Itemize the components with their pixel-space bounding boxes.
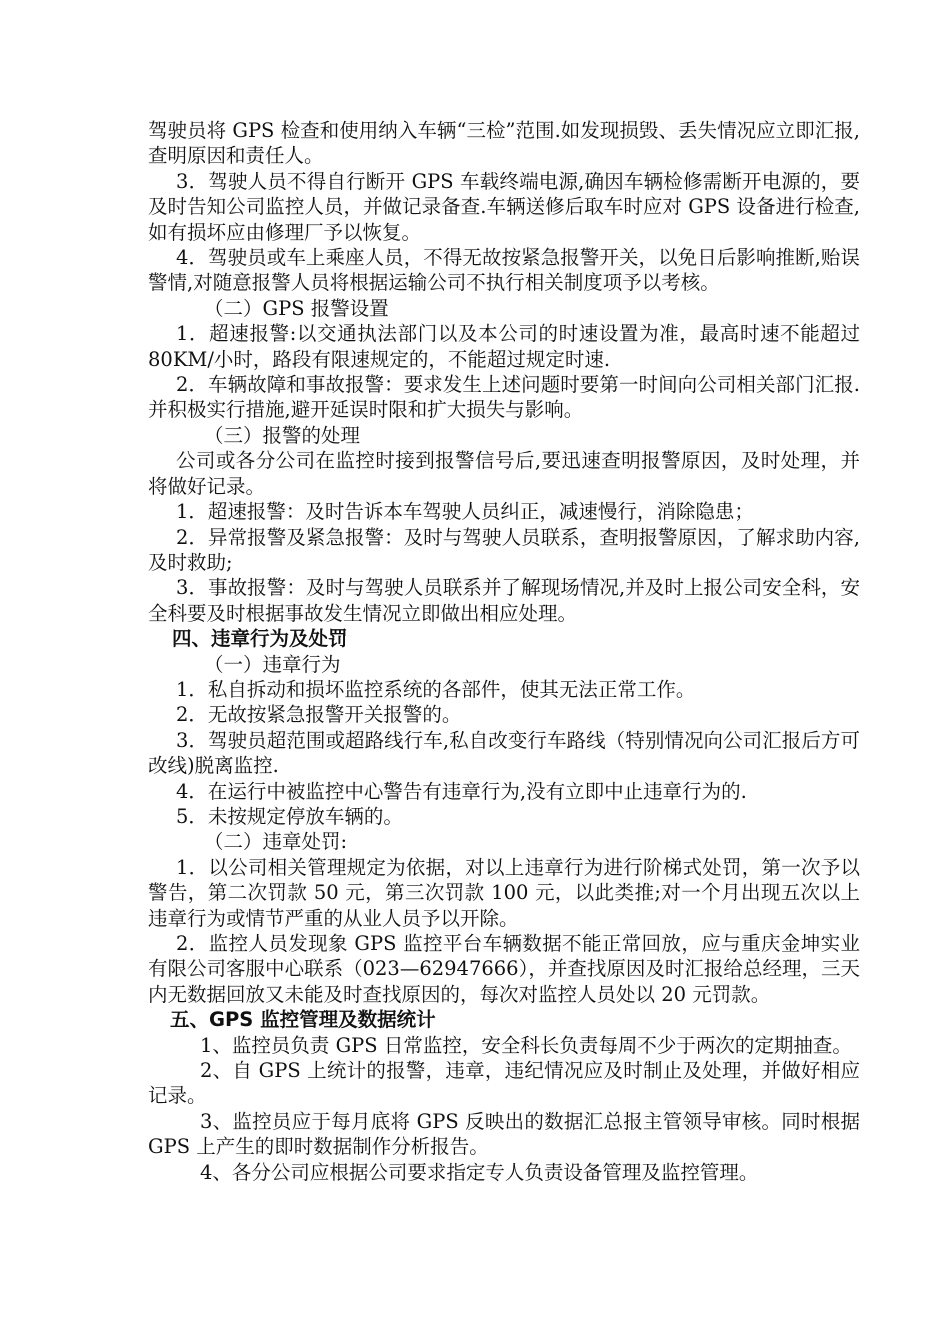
paragraph: 驾驶员将 GPS 检查和使用纳入车辆“三检”范围.如发现损毁、丢失情况应立即汇报,查明原因和责任人。 — [148, 119, 860, 168]
paragraph: 3．事故报警：及时与驾驶人员联系并了解现场情况,并及时上报公司安全科，安全科要及时根据事故发生情况立即做出相应处理。 — [148, 576, 860, 625]
paragraph: 1、监控员负责 GPS 日常监控，安全科长负责每周不少于两次的定期抽查。 — [200, 1033, 852, 1057]
section-subheading: （二）GPS 报警设置 — [204, 296, 389, 320]
paragraph: 公司或各分公司在监控时接到报警信号后,要迅速查明报警原因，及时处理，并将做好记录。 — [148, 449, 860, 498]
section-subheading: （三）报警的处理 — [204, 423, 361, 447]
section-subheading: （一）违章行为 — [204, 652, 341, 676]
paragraph: 2．异常报警及紧急报警：及时与驾驶人员联系，查明报警原因，了解求助内容,及时救助; — [148, 525, 860, 574]
section-subheading: （二）违章处罚: — [204, 830, 348, 854]
paragraph: 3．驾驶人员不得自行断开 GPS 车载终端电源,确因车辆检修需断开电源的，要及时告知公司监控人员，并做记录备查.车辆送修后取车时应对 GPS 设备进行检查,如有损坏应由修理厂予以恢复。 — [148, 169, 860, 244]
paragraph: 4、各分公司应根据公司要求指定专人负责设备管理及监控管理。 — [200, 1160, 759, 1184]
paragraph: 4．驾驶员或车上乘座人员，不得无故按紧急报警开关，以免日后影响推断,贻误警情,对随意报警人员将根据运输公司不执行相关制度项予以考核。 — [148, 246, 860, 295]
document-page — [148, 118, 860, 1185]
paragraph: 3．驾驶员超范围或超路线行车,私自改变行车路线（特别情况向公司汇报后方可改线)脱离监控. — [148, 728, 860, 778]
paragraph: 1．以公司相关管理规定为依据，对以上违章行为进行阶梯式处罚，第一次予以警告，第二次罚款 50 元，第三次罚款 100 元，以此类推;对一个月出现五次以上违章行为或情节严重的从业人员予以开除。 — [148, 855, 860, 930]
paragraph: 1．私自拆动和损坏监控系统的各部件，使其无法正常工作。 — [176, 677, 696, 701]
paragraph: 2．无故按紧急报警开关报警的。 — [176, 703, 462, 727]
paragraph: 5．未按规定停放车辆的。 — [176, 804, 403, 828]
section-heading: 五、GPS 监控管理及数据统计 — [170, 1008, 436, 1032]
paragraph: 1．超速报警:以交通执法部门以及本公司的时速设置为准，最高时速不能超过 80KM/小时，路段有限速规定的，不能超过规定时速. — [148, 322, 860, 371]
paragraph: 2．车辆故障和事故报警：要求发生上述问题时要第一时间向公司相关部门汇报.并积极实行措施,避开延误时限和扩大损失与影响。 — [148, 373, 860, 422]
paragraph: 1．超速报警：及时告诉本车驾驶人员纠正，减速慢行，消除隐患； — [176, 500, 754, 524]
section-heading: 四、违章行为及处罚 — [172, 627, 348, 651]
paragraph: 4．在运行中被监控中心警告有违章行为,没有立即中止违章行为的. — [176, 779, 747, 803]
paragraph: 2．监控人员发现象 GPS 监控平台车辆数据不能正常回放，应与重庆金坤实业有限公司客服中心联系（023—62947666），并查找原因及时汇报给总经理，三天内无数据回放又未能及时查找原因的，每次对监控人员处以 20 元罚款。 — [148, 932, 860, 1006]
paragraph: 3、监控员应于每月底将 GPS 反映出的数据汇总报主管领导审核。同时根据 GPS 上产生的即时数据制作分析报告。 — [148, 1109, 860, 1159]
paragraph: 2、自 GPS 上统计的报警，违章，违纪情况应及时制止及处理，并做好相应记录。 — [148, 1059, 860, 1108]
